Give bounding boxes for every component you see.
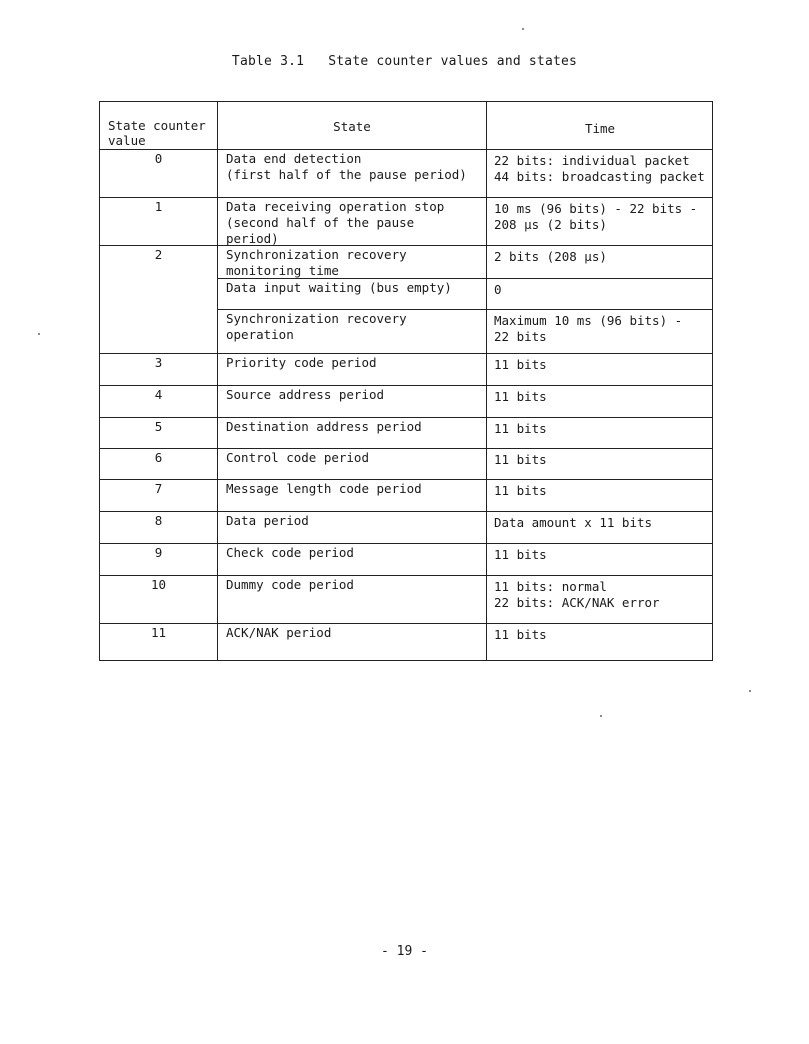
state-text: Synchronization recovery (226, 247, 407, 262)
time-text: 22 bits (494, 329, 547, 344)
time-text: 11 bits (494, 483, 547, 498)
state-text: Data receiving operation stop (226, 199, 445, 214)
state-text: Priority code period (226, 355, 377, 370)
sub-row-divider (217, 309, 712, 310)
row-divider (100, 448, 712, 449)
state-counter-value: 10 (150, 577, 167, 592)
state-text: Message length code period (226, 481, 422, 496)
time-text: Maximum 10 ms (96 bits) - (494, 313, 683, 328)
header-state: State (333, 119, 371, 134)
time-text: 11 bits (494, 547, 547, 562)
state-counter-value: 1 (154, 199, 163, 214)
state-text: monitoring time (226, 263, 339, 278)
row-divider (100, 575, 712, 576)
state-counter-table (99, 101, 713, 661)
state-text: Source address period (226, 387, 385, 402)
time-text: Data amount x 11 bits (494, 515, 653, 530)
scan-speck (38, 333, 40, 335)
time-text: 44 bits: broadcasting packet (494, 169, 705, 184)
scan-speck (749, 690, 751, 692)
state-counter-value: 7 (154, 481, 163, 496)
state-text: Synchronization recovery (226, 311, 407, 326)
state-text: Control code period (226, 450, 369, 465)
row-divider (100, 479, 712, 480)
time-text: 11 bits (494, 421, 547, 436)
row-divider (100, 623, 712, 624)
state-counter-value: 5 (154, 419, 163, 434)
time-text: 11 bits (494, 357, 547, 372)
time-text: 22 bits: individual packet (494, 153, 690, 168)
state-text: operation (226, 327, 294, 342)
state-text: (second half of the pause (226, 215, 415, 230)
time-text: 11 bits (494, 452, 547, 467)
column-divider (217, 102, 218, 660)
state-counter-value: 0 (154, 151, 163, 166)
time-text: 0 (494, 282, 502, 297)
page-number: - 19 - (381, 944, 428, 959)
state-text: Data period (226, 513, 309, 528)
header-state-counter-line2: value (108, 133, 146, 148)
state-text: period) (226, 231, 279, 246)
state-text: Check code period (226, 545, 354, 560)
state-counter-value: 9 (154, 545, 163, 560)
state-text: Data end detection (226, 151, 362, 166)
column-divider (486, 102, 487, 660)
table-caption: Table 3.1 State counter values and states (231, 54, 578, 69)
scan-speck (522, 28, 524, 30)
state-text: Destination address period (226, 419, 422, 434)
row-divider (100, 385, 712, 386)
time-text: 11 bits (494, 627, 547, 642)
header-time: Time (584, 121, 616, 136)
time-text: 2 bits (208 µs) (494, 249, 607, 264)
state-text: Dummy code period (226, 577, 354, 592)
row-divider (100, 511, 712, 512)
state-counter-value: 3 (154, 355, 163, 370)
state-counter-value: 2 (154, 247, 163, 262)
state-counter-value: 6 (154, 450, 163, 465)
time-text: 10 ms (96 bits) - 22 bits - (494, 201, 698, 216)
state-text: ACK/NAK period (226, 625, 332, 640)
state-counter-value: 8 (154, 513, 163, 528)
state-text: (first half of the pause period) (226, 167, 467, 182)
row-divider (100, 149, 712, 150)
row-divider (100, 353, 712, 354)
time-text: 208 µs (2 bits) (494, 217, 607, 232)
scan-speck (600, 715, 602, 717)
state-counter-value: 4 (154, 387, 163, 402)
state-counter-value: 11 (150, 625, 167, 640)
time-text: 22 bits: ACK/NAK error (494, 595, 660, 610)
time-text: 11 bits: normal (494, 579, 607, 594)
time-text: 11 bits (494, 389, 547, 404)
state-text: Data input waiting (bus empty) (226, 280, 452, 295)
row-divider (100, 245, 712, 246)
row-divider (100, 543, 712, 544)
header-state-counter-line1: State counter (108, 118, 206, 133)
row-divider (100, 197, 712, 198)
row-divider (100, 417, 712, 418)
